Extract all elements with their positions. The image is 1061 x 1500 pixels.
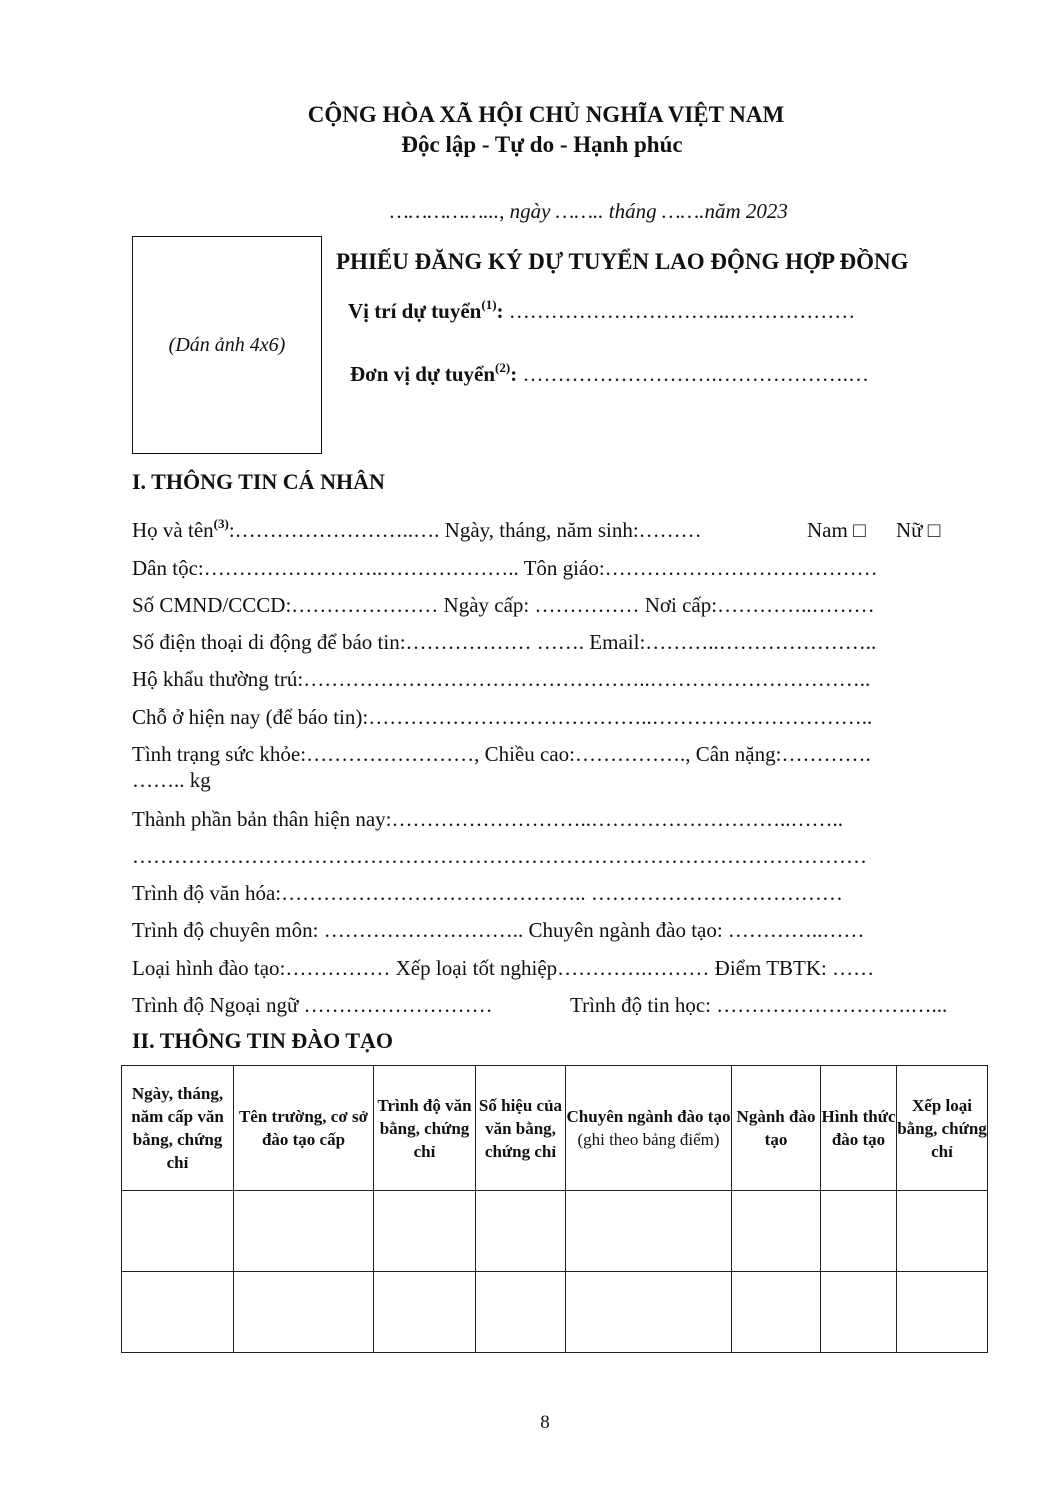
phone-email-field[interactable]: Số điện thoại di động để báo tin:……………… ……. Email:………..…………………..	[132, 630, 877, 654]
fullname-field[interactable]	[132, 517, 702, 543]
position-label: Vị trí dự tuyển	[348, 299, 482, 323]
unit-note: (2)	[495, 360, 511, 375]
it-level-field[interactable]: Trình độ tin học: ……………………….…...	[570, 993, 948, 1017]
fullname-note: (3)	[213, 516, 229, 531]
background-field[interactable]: Thành phần bản thân hiện nay:………………………..………………………..……..	[132, 807, 844, 831]
position-field[interactable]	[348, 299, 855, 324]
id-card-field[interactable]: Số CMND/CCCD:………………… Ngày cấp: …………… Nơi cấp:…………..………	[132, 593, 875, 617]
photo-label: (Dán ảnh 4x6)	[168, 333, 286, 356]
col-training-form: Hình thức đào tạo	[821, 1066, 897, 1191]
section-personal-title: I. THÔNG TIN CÁ NHÂN	[132, 469, 385, 494]
expertise-field[interactable]: Trình độ chuyên môn: ……………………….. Chuyên ngành đào tạo: …………..……	[132, 918, 865, 942]
background-continuation[interactable]: ……………………………………………………………………………………………	[132, 844, 867, 868]
col-degree-number: Số hiệu của văn bằng, chứng chỉ	[476, 1066, 566, 1191]
table-cell[interactable]	[566, 1191, 732, 1272]
col-degree-level: Trình độ văn bằng, chứng chỉ	[374, 1066, 476, 1191]
col-specialization: Chuyên ngành đào tạo (ghi theo bảng điểm)	[566, 1066, 732, 1191]
table-cell[interactable]	[476, 1272, 566, 1353]
table-header-row	[122, 1066, 988, 1191]
education-field[interactable]: Trình độ văn hóa:…………………………………….. ………………………………	[132, 881, 843, 905]
table-cell[interactable]	[821, 1272, 897, 1353]
health-field[interactable]: Tình trạng sức khỏe:……………………, Chiều cao:……………., Cân nặng:………….	[132, 742, 871, 766]
col-school: Tên trường, cơ sở đào tạo cấp	[234, 1066, 374, 1191]
unit-dots: ……………………….……………….…	[517, 362, 869, 386]
photo-placeholder[interactable]	[132, 236, 322, 454]
position-dots: …………………………..………………	[503, 299, 856, 323]
unit-colon: :	[510, 362, 518, 386]
table-cell[interactable]	[897, 1191, 988, 1272]
weight-unit: …….. kg	[132, 768, 211, 792]
table-cell[interactable]	[374, 1191, 476, 1272]
training-type-field[interactable]: Loại hình đào tạo:…………… Xếp loại tốt nghiệp………….……… Điểm TBTK: ……	[132, 956, 875, 980]
table-cell[interactable]	[234, 1272, 374, 1353]
gender-female-checkbox[interactable]: Nữ □	[896, 518, 941, 542]
table-cell[interactable]	[234, 1191, 374, 1272]
date-line: ……………..., ngày …….. tháng …….năm 2023	[390, 199, 788, 223]
col-degree-grade: Xếp loại bằng, chứng chỉ	[897, 1066, 988, 1191]
table-cell[interactable]	[821, 1191, 897, 1272]
table-row	[122, 1191, 988, 1272]
nation-title: CỘNG HÒA XÃ HỘI CHỦ NGHĨA VIỆT NAM	[307, 102, 785, 127]
section-training-title: II. THÔNG TIN ĐÀO TẠO	[132, 1028, 394, 1053]
table-cell[interactable]	[566, 1272, 732, 1353]
position-note: (1)	[481, 297, 497, 312]
position-colon: :	[496, 299, 504, 323]
motto: Độc lập - Tự do - Hạnh phúc	[401, 132, 683, 157]
table-cell[interactable]	[732, 1272, 821, 1353]
gender-male-checkbox[interactable]: Nam □	[807, 518, 866, 542]
residence-field[interactable]: Hộ khẩu thường trú:…………………………………………..…………………………..	[132, 667, 871, 691]
col-issue-date: Ngày, tháng, năm cấp văn bằng, chứng chỉ	[122, 1066, 234, 1191]
fullname-rest: :……………………..…. Ngày, tháng, năm sinh:………	[228, 518, 702, 542]
unit-label: Đơn vị dự tuyển	[350, 362, 496, 386]
table-cell[interactable]	[122, 1191, 234, 1272]
table-cell[interactable]	[374, 1272, 476, 1353]
language-field[interactable]: Trình độ Ngoại ngữ ………………………	[132, 993, 493, 1017]
form-title: PHIẾU ĐĂNG KÝ DỰ TUYỂN LAO ĐỘNG HỢP ĐỒNG	[336, 249, 909, 274]
col-field: Ngành đào tạo	[732, 1066, 821, 1191]
address-field[interactable]: Chỗ ở hiện nay (để báo tin):…………………………………..…………………………..	[132, 705, 873, 729]
table-cell[interactable]	[122, 1272, 234, 1353]
unit-field[interactable]	[350, 362, 869, 387]
ethnicity-field[interactable]: Dân tộc:……………………..……………….. Tôn giáo:…………………………………	[132, 556, 878, 580]
table-cell[interactable]	[476, 1191, 566, 1272]
table-row	[122, 1272, 988, 1353]
table-cell[interactable]	[897, 1272, 988, 1353]
page-number: 8	[540, 1412, 550, 1433]
fullname-label: Họ và tên	[132, 518, 214, 542]
training-table	[121, 1065, 988, 1353]
table-cell[interactable]	[732, 1191, 821, 1272]
